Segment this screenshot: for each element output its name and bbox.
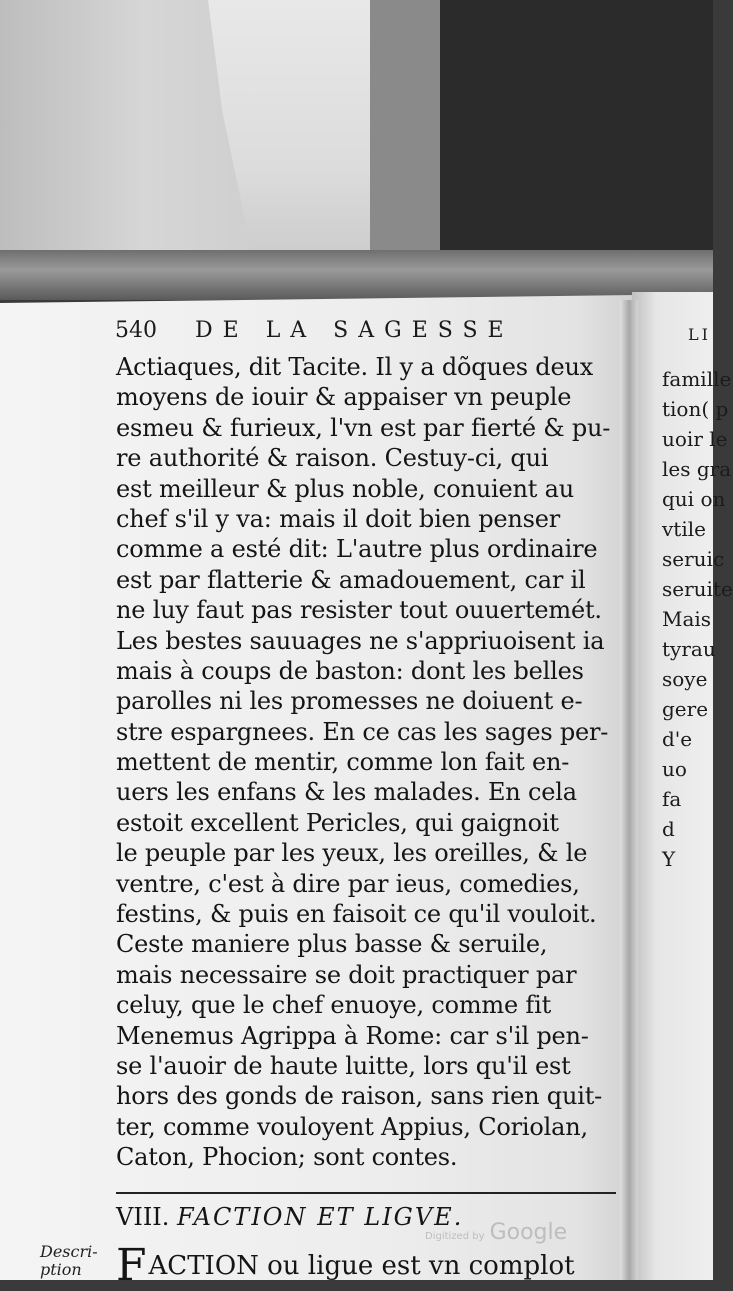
text-line: Les bestes sauuages ne s'appriuoisent ia [116,626,605,655]
right-text-line: vtile [662,517,706,541]
section-first-line [116,1240,575,1291]
right-text-line: seruic [662,547,725,571]
running-head: DE LA SAGESSE [195,318,514,343]
right-text-line: uo [662,757,687,781]
text-line: le peuple par les yeux, les oreilles, & le [116,839,588,868]
text-line: Ceste maniere plus basse & seruile, [116,930,548,959]
section-rule [116,1192,616,1194]
text-line: ventre, c'est à dire par ieus, comedies, [116,869,580,898]
text-line: est par flatterie & amadouement, car il [116,565,586,594]
section-number: VIII. [116,1203,170,1231]
right-text-line: tion( p [662,397,729,421]
page-header [115,318,625,348]
google-logo: Google [489,1220,568,1245]
right-text-line: gere [662,697,709,721]
page-number: 540 [115,318,157,343]
right-text-line: tyrau [662,637,716,661]
text-line: est meilleur & plus noble, conuient au [116,474,574,503]
drop-cap: F [116,1240,147,1291]
dark-background [440,0,713,255]
digitized-watermark [425,1220,567,1245]
section-title: FACTION ET LIGVE. [177,1203,464,1231]
text-line: hors des gonds de raison, sans rien quit- [116,1082,603,1111]
text-line: estoit excellent Pericles, qui gaignoit [116,808,559,837]
text-line: Caton, Phocion; sont contes. [116,1143,458,1172]
text-line: ter, comme vouloyent Appius, Coriolan, [116,1112,588,1141]
text-line: stre espargnees. En ce cas les sages per- [116,717,609,746]
right-text-line: d [662,817,675,841]
right-text-line: les gra [662,457,732,481]
text-line: uers les enfans & les malades. En cela [116,778,577,807]
margin-note [40,1243,98,1279]
text-line: re authorité & raison. Cestuy-ci, qui [116,444,549,473]
text-line: ne luy faut pas resister tout ouuertemét. [116,596,602,625]
right-text-line: famille [662,367,732,391]
watermark-prefix: Digitized by [425,1231,485,1242]
right-text-line: soye [662,667,708,691]
right-text-line: Mais [662,607,712,631]
text-line: Actiaques, dit Tacite. Il y a dõques deux [116,353,594,381]
text-line: mais à coups de baston: dont les belles [116,656,584,685]
right-page-text [662,330,733,874]
text-line: comme a esté dit: L'autre plus ordinaire [116,535,598,564]
text-line: festins, & puis en faisoit ce qu'il vouloit. [116,900,597,929]
book-top-edge [0,250,713,300]
right-text-line: d'e [662,727,693,751]
text-line: chef s'il y va: mais il doit bien penser [116,504,561,533]
text-line: mettent de mentir, comme lon fait en- [116,748,570,777]
section-heading [116,1203,463,1231]
section-first-line-text: ACTION ou ligue est vn complot [148,1251,575,1281]
right-text-line: fa [662,787,682,811]
right-running-head: LI [688,325,711,344]
body-text [116,352,626,1173]
text-line: se l'auoir de haute luitte, lors qu'il est [116,1051,571,1080]
text-line: moyens de iouir & appaiser vn peuple [116,383,572,412]
right-text-line: seruite [662,577,733,601]
text-line: celuy, que le chef enuoye, comme fit [116,991,552,1020]
text-line: esmeu & furieux, l'vn est par fierté & pu- [116,413,611,442]
right-text-line: qui on [662,487,726,511]
right-text-line: Y [662,847,676,871]
text-line: parolles ni les promesses ne doiuent e- [116,687,583,716]
right-text-line: uoir le [662,427,728,451]
text-line: Menemus Agrippa à Rome: car s'il pen- [116,1021,589,1050]
margin-note-line: Descri- [40,1242,98,1261]
text-line: mais necessaire se doit practiquer par [116,960,577,989]
margin-note-line: ption [40,1260,82,1279]
